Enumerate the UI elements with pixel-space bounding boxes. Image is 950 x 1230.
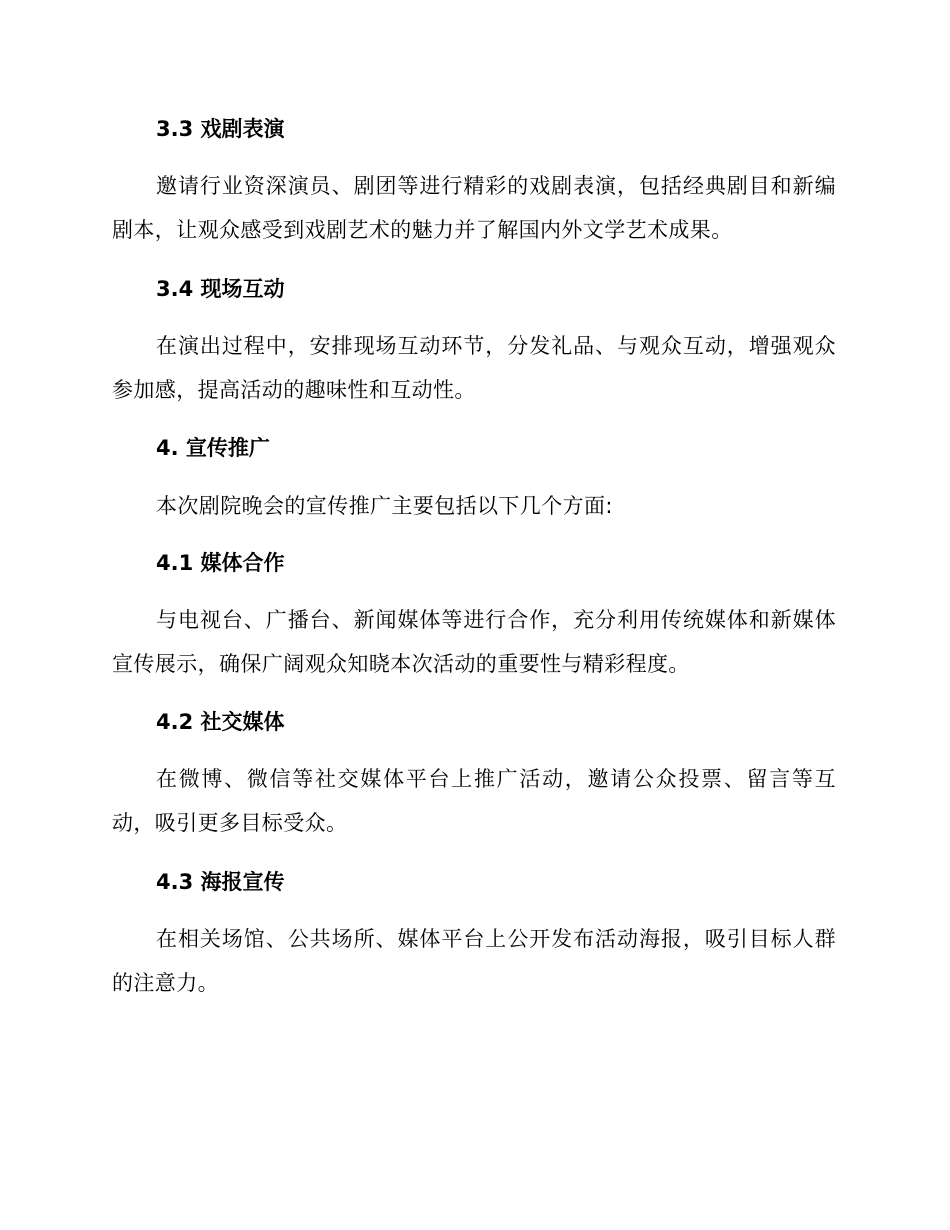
paragraph-drama-performance: 邀请行业资深演员、剧团等进行精彩的戏剧表演，包括经典剧目和新编剧本，让观众感受到戏剧艺术的魅力并了解国内外文学艺术成果。 [112,174,836,242]
paragraph-poster-promotion: 在相关场馆、公共场所、媒体平台上公开发布活动海报，吸引目标人群的注意力。 [112,927,836,995]
section-heading-4-2: 4.2 社交媒体 [156,710,285,734]
section-heading-4-1: 4.1 媒体合作 [156,551,285,575]
section-heading-4-3: 4.3 海报宣传 [156,870,285,894]
paragraph-social-media: 在微博、微信等社交媒体平台上推广活动，邀请公众投票、留言等互动，吸引更多目标受众。 [112,767,836,835]
section-heading-3-3: 3.3 戏剧表演 [156,117,285,141]
paragraph-media-cooperation: 与电视台、广播台、新闻媒体等进行合作，充分利用传统媒体和新媒体宣传展示，确保广阔观众知晓本次活动的重要性与精彩程度。 [112,608,836,676]
section-heading-3-4: 3.4 现场互动 [156,277,285,301]
paragraph-live-interaction: 在演出过程中，安排现场互动环节，分发礼品、与观众互动，增强观众参加感，提高活动的趣味性和互动性。 [112,334,836,402]
section-heading-4: 4. 宣传推广 [156,436,270,460]
paragraph-promotion-intro: 本次剧院晚会的宣传推广主要包括以下几个方面: [156,494,613,518]
